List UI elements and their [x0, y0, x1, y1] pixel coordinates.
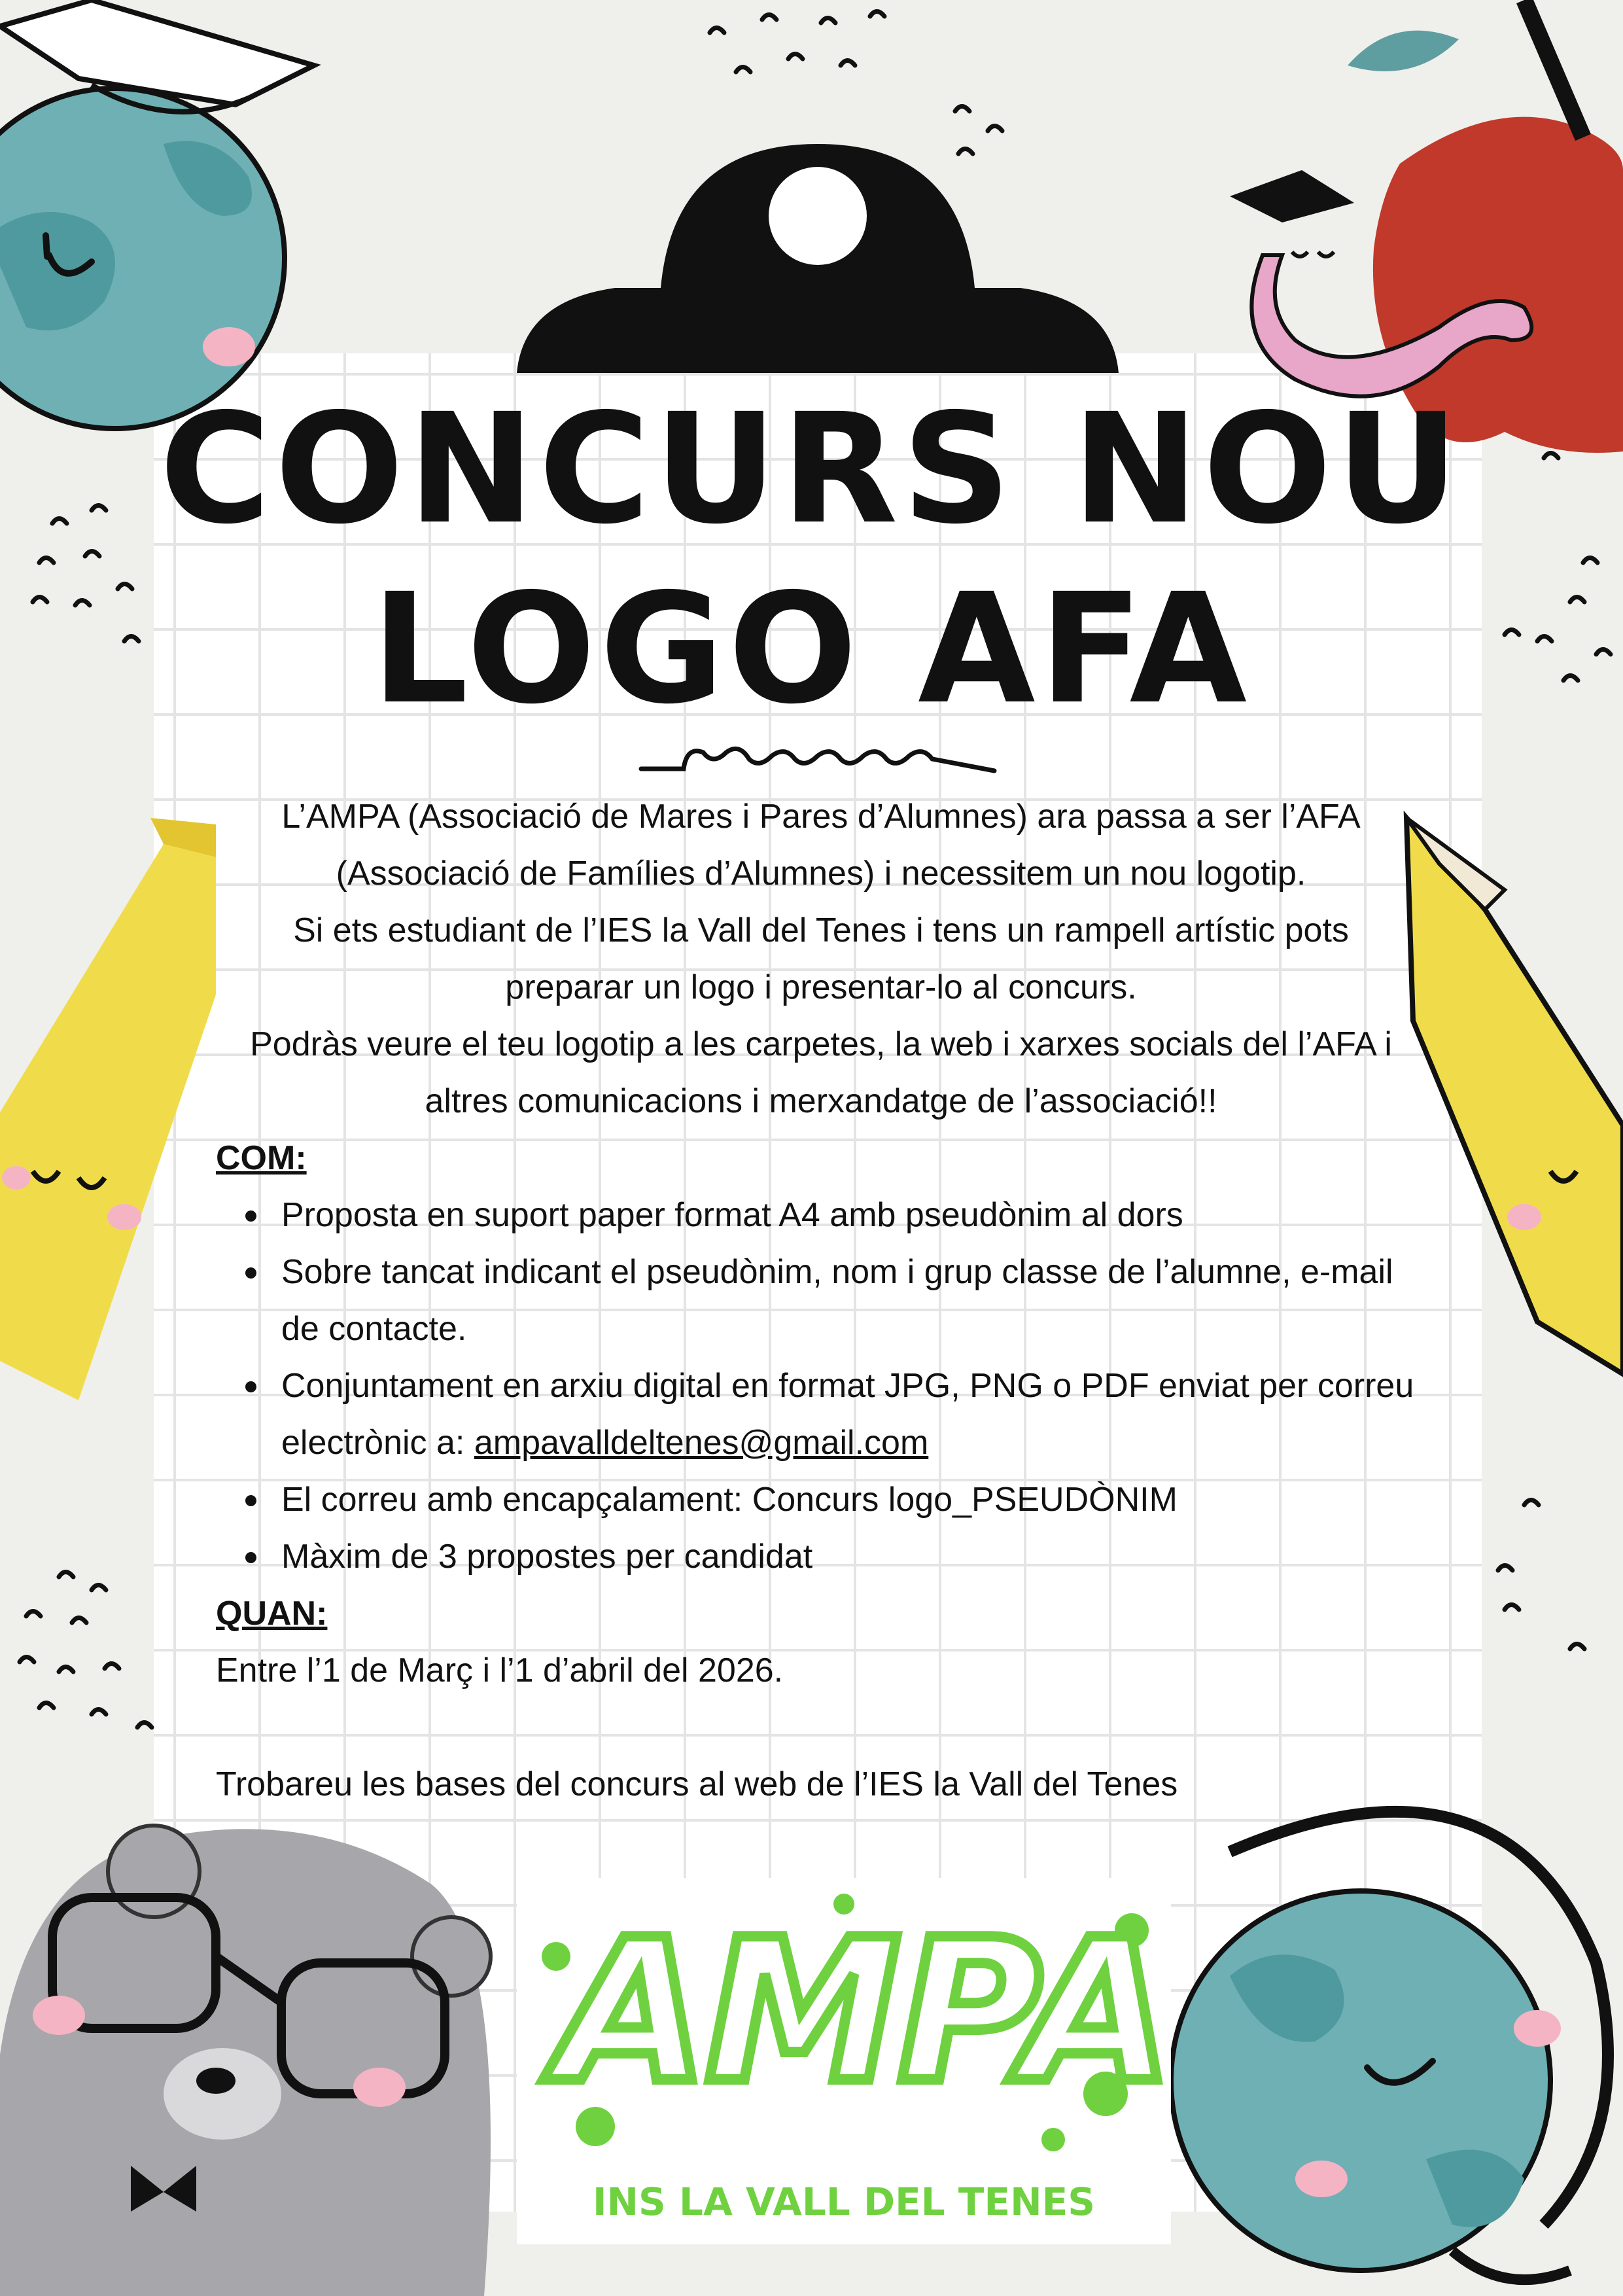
list-item [281, 1358, 1426, 1472]
crayon-icon [0, 818, 216, 1400]
clipboard-clip-icon [517, 144, 1119, 373]
intro-line: preparar un logo i presentar-lo al concurs. [505, 968, 1137, 1006]
intro-paragraph [216, 788, 1426, 1130]
email-link[interactable]: ampavalldeltenes@gmail.com [474, 1424, 929, 1462]
list-item: Proposta en suport paper format A4 amb pseudònim al dors [281, 1187, 1426, 1244]
logo-wordmark: AMPA [556, 1898, 1171, 2126]
page-title [157, 380, 1465, 739]
com-list [216, 1187, 1426, 1585]
globe-icon [0, 88, 285, 429]
title-squiggle [641, 749, 994, 771]
list-item: El correu amb encapçalament: Concurs logo_PSEUDÒNIM [281, 1472, 1426, 1528]
pencil-icon [1406, 818, 1623, 1374]
intro-line: L’AMPA (Associació de Mares i Pares d’Alumnes) ara passa a ser l’AFA [281, 798, 1361, 836]
intro-line: (Associació de Famílies d’Alumnes) i necessitem un nou logotip. [336, 855, 1306, 892]
intro-line: altres comunicacions i merxandatge de l’associació!! [425, 1082, 1217, 1120]
com-heading: COM: [216, 1139, 307, 1177]
list-item: Sobre tancat indicant el pseudònim, nom i grup classe de l’alumne, e-mail de contacte. [281, 1244, 1426, 1358]
ampa-logo [517, 1878, 1171, 2244]
footer-text: Trobareu les bases del concurs al web de l’IES la Vall del Tenes [216, 1765, 1178, 1803]
title-line-2: LOGO AFA [371, 561, 1251, 737]
logo-subtitle: INS LA VALL DEL TENES [592, 2180, 1096, 2224]
bear-icon [0, 1826, 491, 2296]
quan-heading: QUAN: [216, 1595, 328, 1633]
intro-line: Podràs veure el teu logotip a les carpetes, la web i xarxes socials del l’AFA i [250, 1025, 1392, 1063]
list-item-text: Conjuntament en arxiu digital en format JPG, PNG o PDF enviat per correu electrònic a: [281, 1367, 1414, 1462]
intro-line: Si ets estudiant de l’IES la Vall del Tenes i tens un rampell artístic pots [293, 911, 1349, 949]
list-item: Màxim de 3 propostes per candidat [281, 1528, 1426, 1585]
title-line-1: CONCURS NOU [159, 381, 1463, 557]
quan-text: Entre l’1 de Març i l’1 d’abril del 2026. [216, 1651, 784, 1689]
globe-stand-icon [1171, 1812, 1608, 2280]
contest-description [216, 788, 1426, 1813]
